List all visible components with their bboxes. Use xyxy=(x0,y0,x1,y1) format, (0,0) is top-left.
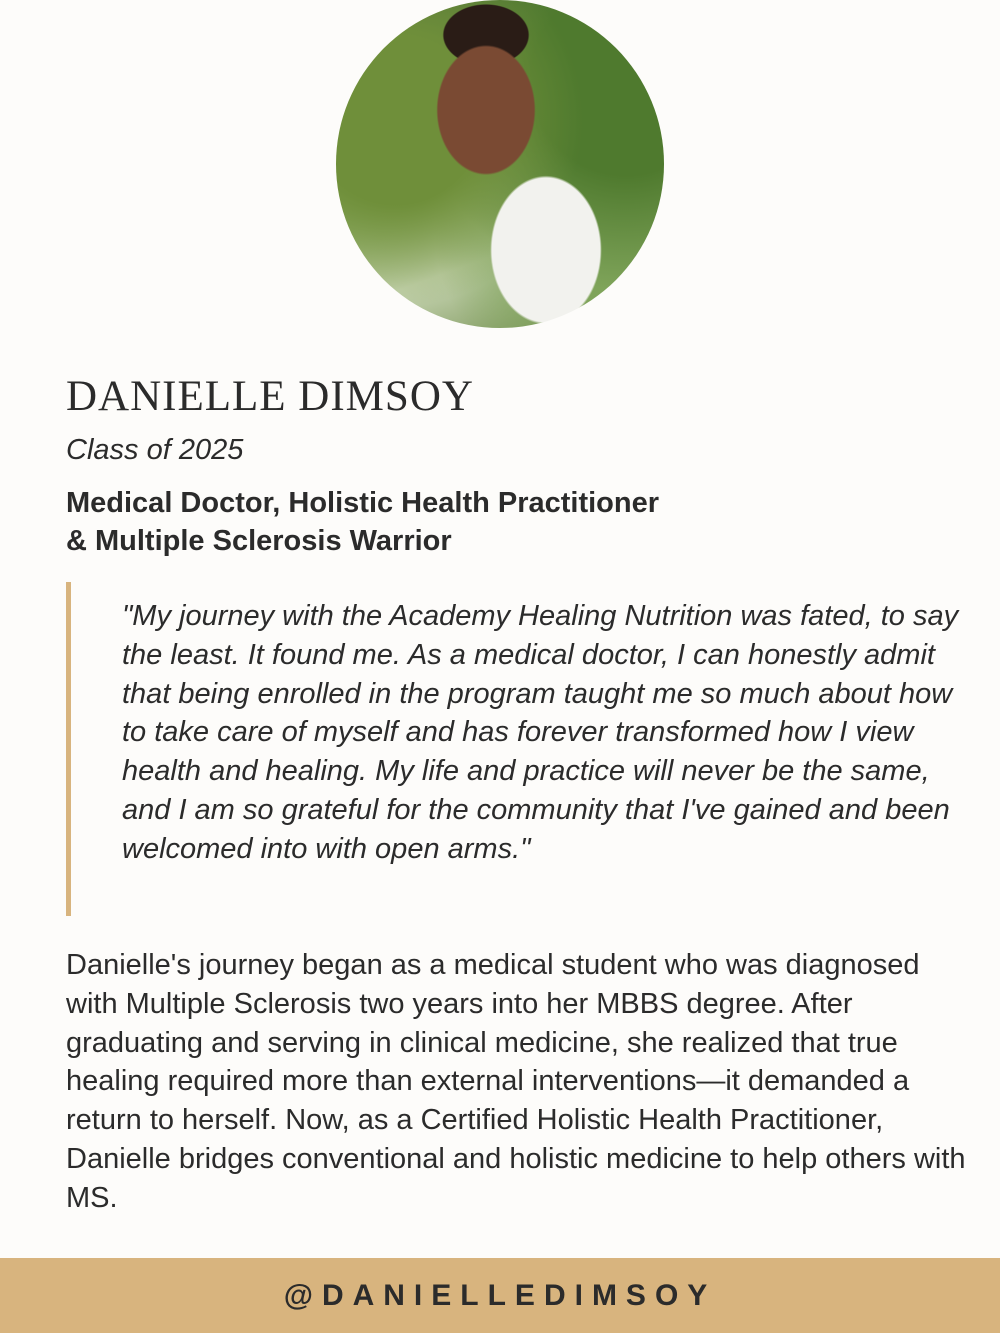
quote-accent-bar xyxy=(66,582,71,916)
social-handle[interactable]: @DANIELLEDIMSOY xyxy=(283,1278,717,1312)
class-year: Class of 2025 xyxy=(66,434,244,466)
testimonial-quote: "My journey with the Academy Healing Nutrition was fated, to say the least. It found me. As a medical doctor, I can honestly admit that being enrolled in the program taught me so much about how to take care of myself and has forever transformed how I view health and healing. My life and practice will never be the same, and I am so grateful for the community that I've gained and been welcomed into with open arms." xyxy=(122,600,959,865)
profile-name: DANIELLE DIMSOY xyxy=(66,373,474,420)
profile-roles xyxy=(66,484,659,560)
profile-photo xyxy=(336,0,664,328)
role-line: Medical Doctor, Holistic Health Practitioner xyxy=(66,487,660,519)
footer-banner xyxy=(0,1258,1000,1333)
bio-text: Danielle's journey began as a medical student who was diagnosed with Multiple Sclerosis two years into her MBBS degree. After graduating and serving in clinical medicine, she realized that true healing required more than external interventions—it demanded a return to herself. Now, as a Certified Holistic Health Practitioner, Danielle bridges conventional and holistic medicine to help others with MS. xyxy=(66,949,966,1214)
role-line: & Multiple Sclerosis Warrior xyxy=(66,525,452,557)
